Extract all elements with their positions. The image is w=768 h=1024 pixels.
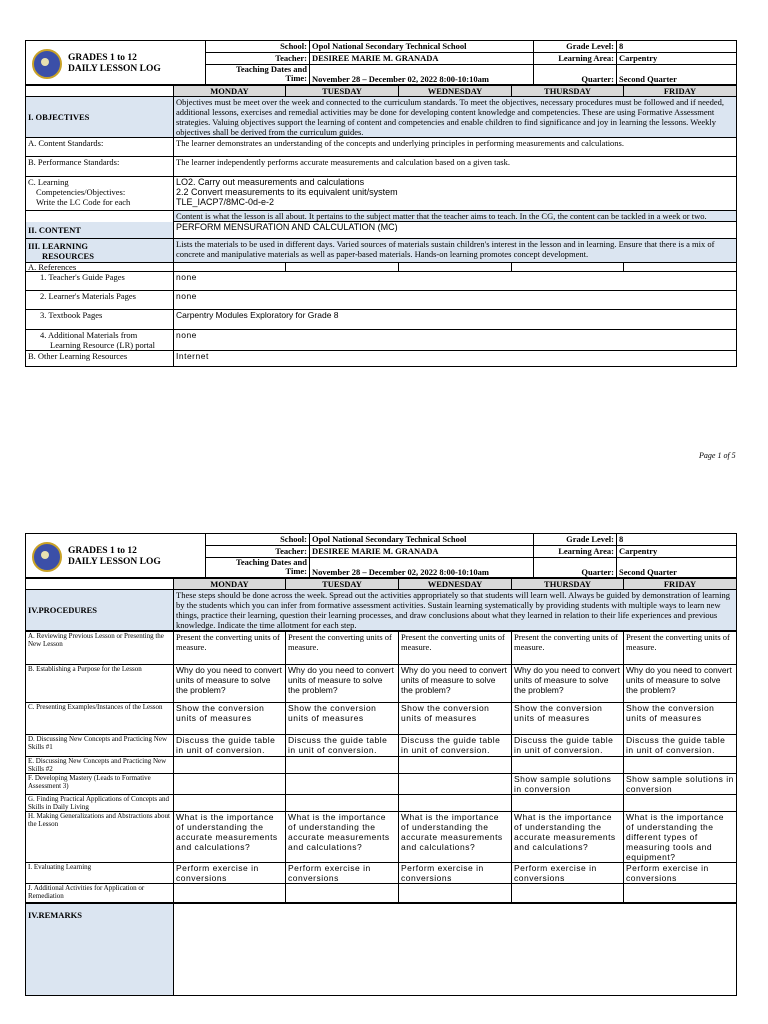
procedure-cell-evaluating-thursday: Perform exercise in conversions: [512, 863, 624, 884]
dates-label: [206, 558, 310, 578]
dates-label-line-2: Time:: [285, 566, 307, 576]
references-monday: [174, 263, 286, 272]
grade-level-value: 8: [617, 534, 737, 546]
additional-materials-value: none: [174, 330, 737, 351]
procedure-cell-mastery-thursday: Show sample solutions in conversion: [512, 774, 624, 795]
quarter-value: Second Quarter: [617, 558, 737, 578]
references-tuesday: [286, 263, 399, 272]
learning-area-value: Carpentry: [617, 546, 737, 558]
quarter-value: Second Quarter: [617, 65, 737, 85]
header-title-cell-2: [26, 534, 206, 578]
procedure-cell-purpose-thursday: Why do you need to convert units of measure to solve the problem?: [512, 665, 624, 703]
procedure-cell-additional-monday: [174, 884, 286, 903]
textbook-value: Carpentry Modules Exploratory for Grade 8: [174, 310, 737, 330]
remarks-table: [25, 903, 737, 996]
procedure-cell-generalizations-friday: What is the importance of understanding the different types of measuring tools and equipment?: [624, 812, 737, 863]
content-note: Content is what the lesson is all about. It pertains to the subject matter that the teacher aims to teach. In the CG, the content can be tackled in a week or two.: [174, 211, 737, 222]
title-line-2: DAILY LESSON LOG: [68, 556, 161, 567]
header-table-2: [25, 533, 737, 578]
procedures-rows-table: [25, 631, 737, 903]
day-header-monday: MONDAY: [174, 86, 286, 97]
procedure-cell-mastery-wednesday: [399, 774, 512, 795]
title-line-1: GRADES 1 to 12: [68, 52, 137, 63]
day-header-monday: MONDAY: [174, 579, 286, 590]
procedure-cell-purpose-wednesday: Why do you need to convert units of measure to solve the problem?: [399, 665, 512, 703]
procedures-table: [25, 578, 737, 631]
procedure-cell-discussing-2-thursday: [512, 757, 624, 774]
teachers-guide-label: 1. Teacher's Guide Pages: [26, 272, 174, 291]
procedure-cell-evaluating-tuesday: Perform exercise in conversions: [286, 863, 399, 884]
procedure-cell-evaluating-monday: Perform exercise in conversions: [174, 863, 286, 884]
teacher-label: Teacher:: [206, 53, 310, 65]
procedure-cell-reviewing-monday: Present the converting units of measure.: [174, 632, 286, 665]
procedure-label-additional: J. Additional Activities for Application or Remediation: [26, 884, 174, 903]
procedure-cell-reviewing-friday: Present the converting units of measure.: [624, 632, 737, 665]
day-header-friday: FRIDAY: [624, 86, 737, 97]
procedure-row-discussing-1: [26, 735, 737, 757]
school-label: School:: [206, 534, 310, 546]
teachers-guide-value: none: [174, 272, 737, 291]
learning-area-label: Learning Area:: [534, 53, 617, 65]
lesson-log-page-2: [25, 533, 736, 996]
resources-note: Lists the materials to be used in different days. Varied sources of materials sustain children's interest in the lesson and in learning. Ensure that there is a mix of concrete and manipulative materials as well as paper-based materials. Hands-on learning promotes concept development.: [174, 239, 737, 263]
procedure-cell-reviewing-wednesday: Present the converting units of measure.: [399, 632, 512, 665]
title-line-2: DAILY LESSON LOG: [68, 63, 161, 74]
references-friday: [624, 263, 737, 272]
deped-seal-icon: [32, 49, 62, 79]
procedure-cell-mastery-monday: [174, 774, 286, 795]
content-standards-value: The learner demonstrates an understanding of the concepts and underlying principles in performing measurements and calculations.: [174, 138, 737, 157]
quarter-label: Quarter:: [534, 558, 617, 578]
competency-line-1: LO2. Carry out measurements and calculations: [176, 177, 365, 187]
competencies-value: [174, 177, 737, 211]
procedure-row-generalizations: [26, 812, 737, 863]
day-header-thursday: THURSDAY: [512, 86, 624, 97]
dates-value: November 28 – December 02, 2022 8:00-10:10am: [310, 65, 534, 85]
lesson-log-page-1: [25, 40, 736, 367]
procedure-label-discussing-1: D. Discussing New Concepts and Practicing New Skills #1: [26, 735, 174, 757]
grade-level-label: Grade Level:: [534, 534, 617, 546]
procedure-cell-purpose-tuesday: Why do you need to convert units of measure to solve the problem?: [286, 665, 399, 703]
procedure-row-reviewing: [26, 632, 737, 665]
procedure-cell-purpose-friday: Why do you need to convert units of measure to solve the problem?: [624, 665, 737, 703]
objectives-heading: I. OBJECTIVES: [26, 97, 174, 138]
learning-area-label: Learning Area:: [534, 546, 617, 558]
procedure-row-additional: [26, 884, 737, 903]
remarks-value: [174, 904, 737, 996]
day-header-blank: [26, 86, 174, 97]
school-value: Opol National Secondary Technical School: [310, 534, 534, 546]
school-label: School:: [206, 41, 310, 53]
procedure-cell-discussing-1-wednesday: Discuss the guide table in unit of conversion.: [399, 735, 512, 757]
additional-materials-label-line-1: 4. Additional Materials from: [40, 330, 138, 340]
procedure-cell-discussing-1-monday: Discuss the guide table in unit of conversion.: [174, 735, 286, 757]
procedure-label-purpose: B. Establishing a Purpose for the Lesson: [26, 665, 174, 703]
day-header-tuesday: TUESDAY: [286, 579, 399, 590]
procedure-row-purpose: [26, 665, 737, 703]
day-header-friday: FRIDAY: [624, 579, 737, 590]
procedure-label-mastery: F. Developing Mastery (Leads to Formative Assessment 3): [26, 774, 174, 795]
teacher-value: DESIREE MARIE M. GRANADA: [310, 53, 534, 65]
procedure-cell-additional-tuesday: [286, 884, 399, 903]
additional-materials-label: [26, 330, 174, 351]
teacher-value: DESIREE MARIE M. GRANADA: [310, 546, 534, 558]
procedure-cell-examples-monday: Show the conversion units of measures: [174, 703, 286, 735]
header-table: [25, 40, 737, 85]
procedure-cell-evaluating-wednesday: Perform exercise in conversions: [399, 863, 512, 884]
procedure-cell-applications-tuesday: [286, 795, 399, 812]
remarks-heading: IV.REMARKS: [26, 904, 174, 996]
content-note-blank: [26, 211, 174, 222]
procedure-cell-examples-wednesday: Show the conversion units of measures: [399, 703, 512, 735]
procedure-cell-evaluating-friday: Perform exercise in conversions: [624, 863, 737, 884]
dates-label: [206, 65, 310, 85]
textbook-label: 3. Textbook Pages: [26, 310, 174, 330]
procedure-cell-discussing-2-monday: [174, 757, 286, 774]
procedure-cell-examples-thursday: Show the conversion units of measures: [512, 703, 624, 735]
procedure-row-applications: [26, 795, 737, 812]
school-value: Opol National Secondary Technical School: [310, 41, 534, 53]
procedure-label-reviewing: A. Reviewing Previous Lesson or Presenting the New Lesson: [26, 632, 174, 665]
procedure-row-examples: [26, 703, 737, 735]
performance-standards-value: The learner independently performs accurate measurements and calculation based on a given task.: [174, 157, 737, 177]
procedure-row-discussing-2: [26, 757, 737, 774]
title-line-1: GRADES 1 to 12: [68, 545, 137, 556]
procedure-cell-discussing-2-tuesday: [286, 757, 399, 774]
additional-materials-label-line-2: Learning Resource (LR) portal: [50, 340, 156, 350]
page-number: Page 1 of 5: [699, 451, 736, 460]
procedure-cell-applications-monday: [174, 795, 286, 812]
procedure-cell-additional-wednesday: [399, 884, 512, 903]
competencies-label: [26, 177, 174, 211]
deped-seal-icon: [32, 542, 62, 572]
objectives-note: Objectives must be meet over the week and connected to the curriculum standards. To meet the objectives, necessary procedures must be followed and if needed, additional lessons, exercises and remedial activities may be done for developing content knowledge and competencies. These are using Formative Assessment strategies. Valuing objectives support the learning of content and competencies and enable children to find significance and joy in learning the lessons. Weekly objectives shall be derived from the curriculum guides.: [174, 97, 737, 138]
references-wednesday: [399, 263, 512, 272]
grade-level-label: Grade Level:: [534, 41, 617, 53]
procedure-cell-discussing-1-friday: Discuss the guide table in unit of conversion.: [624, 735, 737, 757]
procedure-label-discussing-2: E. Discussing New Concepts and Practicing New Skills #2: [26, 757, 174, 774]
content-heading: II. CONTENT: [26, 222, 174, 239]
procedure-label-generalizations: H. Making Generalizations and Abstractions about the Lesson: [26, 812, 174, 863]
procedure-label-examples: C. Presenting Examples/Instances of the Lesson: [26, 703, 174, 735]
competencies-label-line-2: Competencies/Objectives:: [36, 187, 126, 197]
learners-materials-label: 2. Learner's Materials Pages: [26, 291, 174, 310]
day-header-wednesday: WEDNESDAY: [399, 579, 512, 590]
procedure-cell-discussing-1-thursday: Discuss the guide table in unit of conversion.: [512, 735, 624, 757]
competencies-label-line-1: C. Learning: [28, 177, 69, 187]
dates-label-line-1: Teaching Dates and: [235, 557, 307, 567]
competency-line-3: TLE_IACP7/8MC-0d-e-2: [176, 197, 275, 207]
resources-heading-line-1: III. LEARNING: [28, 240, 88, 251]
procedure-cell-mastery-tuesday: [286, 774, 399, 795]
procedure-cell-discussing-1-tuesday: Discuss the guide table in unit of conversion.: [286, 735, 399, 757]
dates-label-line-1: Teaching Dates and: [235, 64, 307, 74]
day-header-thursday: THURSDAY: [512, 579, 624, 590]
references-label: A. References: [26, 263, 174, 272]
procedure-cell-purpose-monday: Why do you need to convert units of measure to solve the problem?: [174, 665, 286, 703]
day-header-tuesday: TUESDAY: [286, 86, 399, 97]
day-header-blank: [26, 579, 174, 590]
procedure-label-applications: G. Finding Practical Applications of Concepts and Skills in Daily Living: [26, 795, 174, 812]
procedure-row-evaluating: [26, 863, 737, 884]
competency-line-2: 2.2 Convert measurements to its equivalent unit/system: [176, 187, 398, 197]
procedure-cell-discussing-2-friday: [624, 757, 737, 774]
teacher-label: Teacher:: [206, 546, 310, 558]
resources-heading: [26, 239, 174, 263]
performance-standards-label: B. Performance Standards:: [26, 157, 174, 177]
procedure-cell-discussing-2-wednesday: [399, 757, 512, 774]
procedure-cell-generalizations-thursday: What is the importance of understanding the accurate measurements and calculations?: [512, 812, 624, 863]
procedure-row-mastery: [26, 774, 737, 795]
procedures-note: These steps should be done across the week. Spread out the activities appropriately so that students will learn well. Always be guided by demonstration of learning by the students which you can infer from formative assessment activities. Sustain learning systematically by providing students with multiple ways to learn new things, practice their learning, question their learning processes, and draw conclusions about what they learned in relation to their life experiences and previous knowledge. Indicate the time allotment for each step.: [174, 590, 737, 631]
procedure-cell-applications-friday: [624, 795, 737, 812]
header-title-cell: [26, 41, 206, 85]
objectives-table: [25, 85, 737, 367]
procedure-cell-applications-wednesday: [399, 795, 512, 812]
content-value: PERFORM MENSURATION AND CALCULATION (MC): [174, 222, 737, 239]
procedure-label-evaluating: I. Evaluating Learning: [26, 863, 174, 884]
procedure-cell-mastery-friday: Show sample solutions in conversion: [624, 774, 737, 795]
procedure-cell-additional-thursday: [512, 884, 624, 903]
learners-materials-value: none: [174, 291, 737, 310]
procedure-cell-generalizations-wednesday: What is the importance of understanding the accurate measurements and calculations?: [399, 812, 512, 863]
other-resources-value: Internet: [174, 351, 737, 367]
procedure-cell-additional-friday: [624, 884, 737, 903]
other-resources-label: B. Other Learning Resources: [26, 351, 174, 367]
content-standards-label: A. Content Standards:: [26, 138, 174, 157]
procedures-heading: IV.PROCEDURES: [26, 590, 174, 631]
day-header-wednesday: WEDNESDAY: [399, 86, 512, 97]
procedure-cell-applications-thursday: [512, 795, 624, 812]
dates-value: November 28 – December 02, 2022 8:00-10:10am: [310, 558, 534, 578]
quarter-label: Quarter:: [534, 65, 617, 85]
procedure-cell-generalizations-monday: What is the importance of understanding the accurate measurements and calculations?: [174, 812, 286, 863]
procedure-cell-generalizations-tuesday: What is the importance of understanding the accurate measurements and calculations?: [286, 812, 399, 863]
procedure-cell-examples-friday: Show the conversion units of measures: [624, 703, 737, 735]
procedure-cell-reviewing-thursday: Present the converting units of measure.: [512, 632, 624, 665]
procedure-cell-reviewing-tuesday: Present the converting units of measure.: [286, 632, 399, 665]
learning-area-value: Carpentry: [617, 53, 737, 65]
procedures-rows: [26, 632, 737, 903]
grade-level-value: 8: [617, 41, 737, 53]
references-thursday: [512, 263, 624, 272]
procedure-cell-examples-tuesday: Show the conversion units of measures: [286, 703, 399, 735]
resources-heading-line-2: RESOURCES: [42, 250, 94, 261]
competencies-label-line-3: Write the LC Code for each: [36, 197, 131, 207]
dates-label-line-2: Time:: [285, 73, 307, 83]
